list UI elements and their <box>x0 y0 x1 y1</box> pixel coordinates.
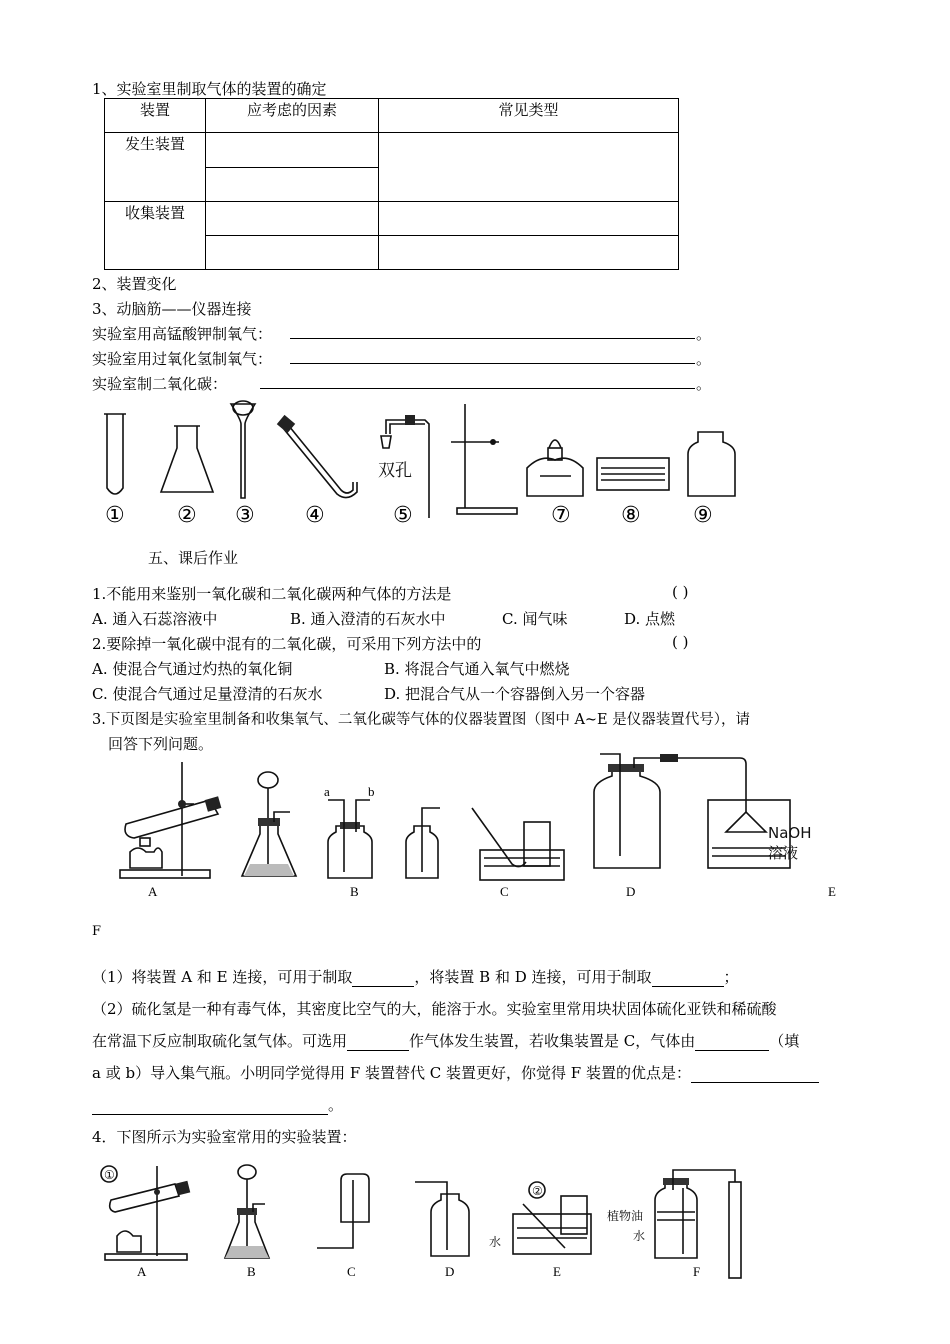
homework-title: 五、课后作业 <box>148 549 239 567</box>
svg-text:双孔: 双孔 <box>378 461 412 481</box>
header-types: 常见类型 <box>379 99 679 133</box>
cell-blank[interactable] <box>206 133 379 168</box>
solution-label: 溶液 <box>768 844 799 862</box>
setup-b-flask-icon <box>242 772 296 876</box>
marker-1: ① <box>104 1168 115 1182</box>
fill-line-h2o2: 实验室用过氧化氢制氧气： <box>92 350 273 368</box>
gas-jar-icon <box>688 432 735 496</box>
fig4-label-f: F <box>693 1264 701 1279</box>
marker-2: ② <box>532 1184 543 1198</box>
q4-setup-b-icon <box>225 1165 269 1258</box>
q3-part2-line2: 在常温下反应制取硫化氢气体。可选用 作气体发生装置，若收集装置是 C，气体由 （填 <box>92 1032 800 1050</box>
answer-blank[interactable] <box>347 1036 409 1051</box>
bent-tube-icon <box>277 415 357 498</box>
label-9: ⑨ <box>693 503 713 528</box>
q2-option-c[interactable]: C. 使混合气通过足量澄清的石灰水 <box>92 685 323 703</box>
test-tube-icon <box>104 414 126 494</box>
q2-answer-paren[interactable]: ( ) <box>672 633 689 651</box>
cell-blank[interactable] <box>206 236 379 270</box>
q3-part2-line3: a 或 b）导入集气瓶。小明同学觉得用 F 装置替代 C 装置更好，你觉得 F 装置的优点是： <box>92 1062 819 1083</box>
q1-option-c[interactable]: C. 闻气味 <box>502 610 568 628</box>
q3-apparatus-figure <box>100 752 850 902</box>
label-3: ③ <box>235 503 255 528</box>
iron-stand-icon <box>451 404 517 514</box>
label-4: ④ <box>305 503 325 528</box>
setup-b-bottle-icon <box>324 784 375 878</box>
fig3-label-b: B <box>350 884 359 899</box>
q2-option-d[interactable]: D. 把混合气从一个容器倒入另一个容器 <box>384 685 646 703</box>
fig4-label-c: C <box>347 1264 356 1279</box>
water-label: 水 <box>489 1235 502 1249</box>
answer-blank[interactable] <box>92 1100 328 1115</box>
q3-part1: （1）将装置 A 和 E 连接，可用于制取 ，将装置 B 和 D 连接，可用于制取 ； <box>92 968 739 986</box>
label-5: ⑤ <box>393 503 413 528</box>
q2-stem: 2.要除掉一氧化碳中混有的二氧化碳，可采用下列方法中的 <box>92 635 482 653</box>
q4-setup-d-icon <box>415 1182 469 1256</box>
water-trough-icon <box>597 458 669 490</box>
answer-blank[interactable] <box>290 348 695 364</box>
q3-stem-line1: 3.下页图是实验室里制备和收集氧气、二氧化碳等气体的仪器装置图（图中 A~E 是仪器装置代号），请 <box>92 712 751 728</box>
fig4-label-e: E <box>553 1264 561 1279</box>
period: 。 <box>696 375 712 393</box>
fill-line-kmno4: 实验室用高锰酸钾制氧气： <box>92 325 273 343</box>
answer-blank[interactable] <box>695 1036 769 1051</box>
tube-a: a <box>324 784 330 799</box>
q4-stem: 4．下图所示为实验室常用的实验装置： <box>92 1128 357 1146</box>
section3-title: 3、动脑筋——仪器连接 <box>92 300 252 318</box>
conical-flask-icon <box>161 426 213 492</box>
funnel-icon <box>231 401 255 498</box>
period: 。 <box>696 325 712 343</box>
label-2: ② <box>177 503 197 528</box>
cell-blank[interactable] <box>379 236 679 270</box>
apparatus-figure <box>95 398 755 530</box>
q4-apparatus-figure <box>95 1160 755 1288</box>
label-7: ⑦ <box>551 503 571 528</box>
cell-blank[interactable] <box>206 167 379 202</box>
q4-setup-c-icon <box>317 1174 369 1248</box>
q1-option-b[interactable]: B. 通入澄清的石灰水中 <box>290 610 446 628</box>
section1-title: 1、实验室里制取气体的装置的确定 <box>92 80 327 98</box>
header-device: 装置 <box>105 99 206 133</box>
answer-blank[interactable] <box>290 323 695 339</box>
q1-option-a[interactable]: A. 通入石蕊溶液中 <box>92 610 218 628</box>
q1-stem: 1.不能用来鉴别一氧化碳和二氧化碳两种气体的方法是 <box>92 585 452 603</box>
q3-stem-line2: 回答下列问题。 <box>108 735 214 753</box>
row-collector: 收集装置 <box>105 202 206 270</box>
label-8: ⑧ <box>621 503 641 528</box>
fig3-label-c: C <box>500 884 509 899</box>
q4-setup-a-icon <box>101 1166 190 1260</box>
alcohol-lamp-icon <box>527 440 583 496</box>
setup-d-icon <box>594 754 812 868</box>
answer-blank[interactable] <box>260 373 695 389</box>
fig3-label-e: E <box>828 884 836 899</box>
water-label: 水 <box>633 1229 646 1243</box>
setup-bottle-icon <box>406 808 440 878</box>
period: 。 <box>696 350 712 368</box>
cell-blank[interactable] <box>206 202 379 236</box>
answer-blank[interactable] <box>652 972 724 987</box>
fig3-label-d: D <box>626 884 636 899</box>
fig3-label-a: A <box>148 884 158 899</box>
fill-line-co2: 实验室制二氧化碳： <box>92 375 228 393</box>
answer-blank[interactable] <box>352 972 414 987</box>
q3-part2-line1: （2）硫化氢是一种有毒气体，其密度比空气的大，能溶于水。实验室里常用块状固体硫化亚铁和稀硫酸 <box>92 1000 777 1018</box>
q4-setup-e-icon <box>489 1182 591 1254</box>
setup-a-icon <box>120 762 221 878</box>
tube-b: b <box>368 784 375 799</box>
header-factors: 应考虑的因素 <box>206 99 379 133</box>
oil-label: 植物油 <box>607 1209 644 1223</box>
cell-blank[interactable] <box>379 202 679 236</box>
cell-blank[interactable] <box>379 133 679 202</box>
q1-answer-paren[interactable]: ( ) <box>672 583 689 601</box>
q2-option-a[interactable]: A. 使混合气通过灼热的氧化铜 <box>92 660 293 678</box>
q4-setup-f-icon <box>607 1170 741 1278</box>
label-1: ① <box>105 503 125 528</box>
device-table <box>104 98 679 270</box>
q2-option-b[interactable]: B. 将混合气通入氧气中燃烧 <box>384 660 570 678</box>
fig4-label-a: A <box>137 1264 147 1279</box>
answer-blank[interactable] <box>691 1068 819 1083</box>
setup-c-trough-icon <box>472 808 564 880</box>
naoh-label: NaOH <box>768 824 812 842</box>
fig3-label-f: F <box>92 924 102 939</box>
section2-title: 2、装置变化 <box>92 275 177 293</box>
fig4-label-d: D <box>445 1264 455 1279</box>
row-generator: 发生装置 <box>105 133 206 202</box>
q1-option-d[interactable]: D. 点燃 <box>624 610 676 628</box>
fig4-label-b: B <box>247 1264 256 1279</box>
q3-part2-line4: 。 <box>92 1094 343 1115</box>
